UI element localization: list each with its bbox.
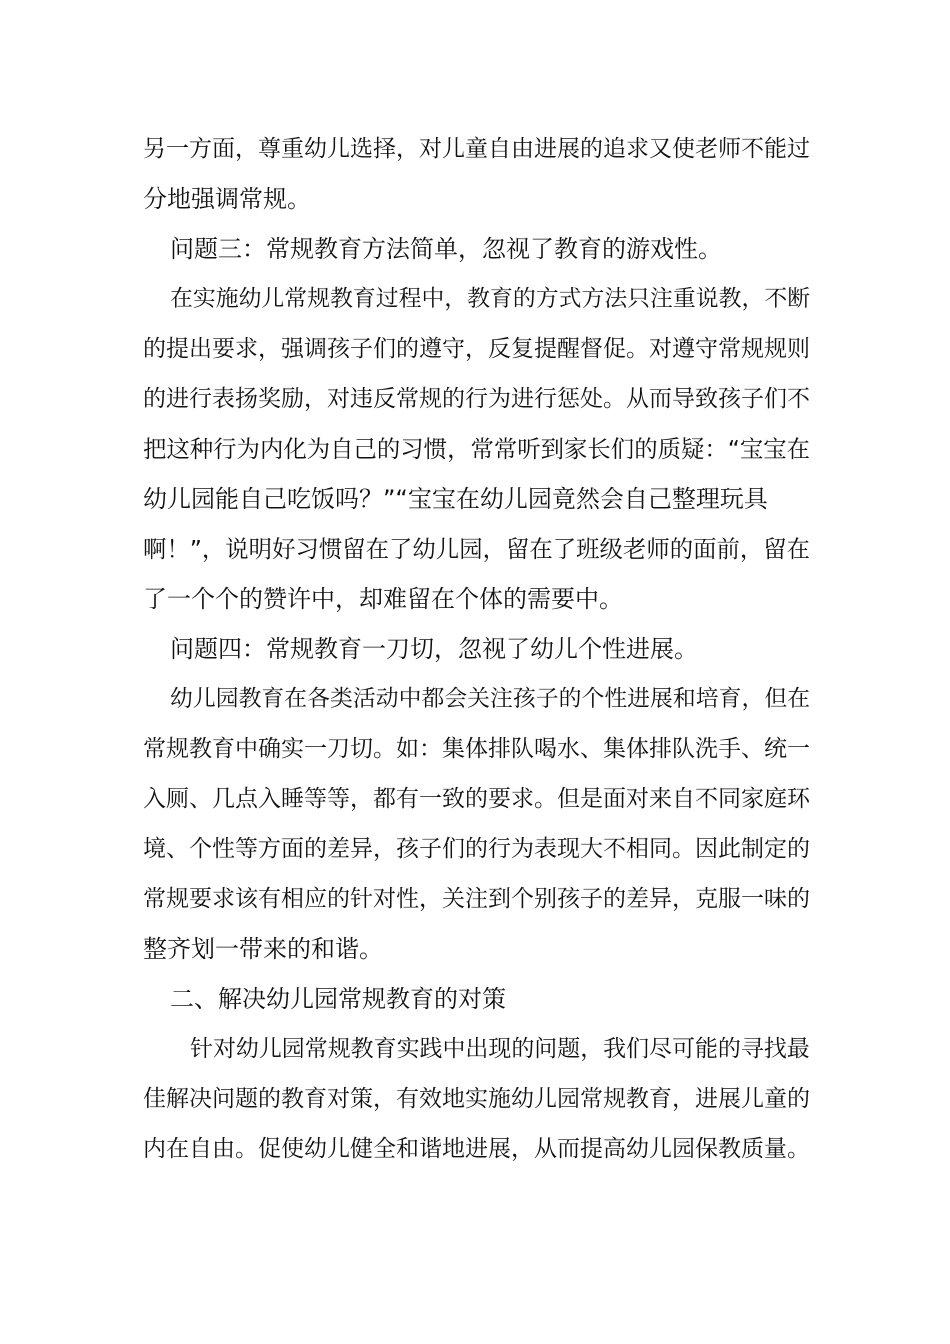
section-heading: 问题四：常规教育一刀切，忽视了幼儿个性进展。 [170, 635, 698, 663]
text-line: 的提出要求，强调孩子们的遵守，反复提醒督促。对遵守常规规则 [143, 336, 810, 362]
text-line: 整齐划一带来的和谐。 [143, 935, 383, 963]
text-line: 分地强调常规。 [143, 185, 311, 213]
text-line: 佳解决问题的教育对策，有效地实施幼儿园常规教育，进展儿童的 [143, 1086, 810, 1112]
text-line: 在实施幼儿常规教育过程中，教育的方式方法只注重说教，不断 [170, 286, 811, 312]
section-heading: 问题三：常规教育方法简单，忽视了教育的游戏性。 [170, 235, 722, 263]
text-line: 针对幼儿园常规教育实践中出现的问题，我们尽可能的寻找最 [190, 1036, 810, 1062]
text-line: 常规教育中确实一刀切。如：集体排队喝水、集体排队洗手、统一 [143, 736, 810, 762]
text-line: 啊！”，说明好习惯留在了幼儿园，留在了班级老师的面前，留在 [143, 535, 811, 563]
section-heading: 二、解决幼儿园常规教育的对策 [170, 985, 506, 1013]
text-line: 入厕、几点入睡等等，都有一致的要求。但是面对来自不同家庭环 [143, 786, 810, 812]
text-line: 内在自由。促使幼儿健全和谐地进展，从而提高幼儿园保教质量。 [143, 1136, 810, 1162]
text-line: 另一方面，尊重幼儿选择，对儿童自由进展的追求又使老师不能过 [143, 136, 810, 162]
text-line: 了一个个的赞许中，却难留在个体的需要中。 [143, 585, 623, 613]
text-line: 常规要求该有相应的针对性，关注到个别孩子的差异，克服一味的 [143, 886, 810, 912]
text-line: 幼儿园教育在各类活动中都会关注孩子的个性进展和培育，但在 [170, 686, 811, 712]
text-line: 的进行表扬奖励，对违反常规的行为进行惩处。从而导致孩子们不 [143, 386, 810, 412]
text-line: 境、个性等方面的差异，孩子们的行为表现大不相同。因此制定的 [143, 836, 810, 862]
text-line: 幼儿园能自己吃饭吗？”“宝宝在幼儿园竟然会自己整理玩具 [143, 485, 768, 513]
text-line: 把这种行为内化为自己的习惯，常常听到家长们的质疑：“宝宝在 [143, 435, 811, 463]
